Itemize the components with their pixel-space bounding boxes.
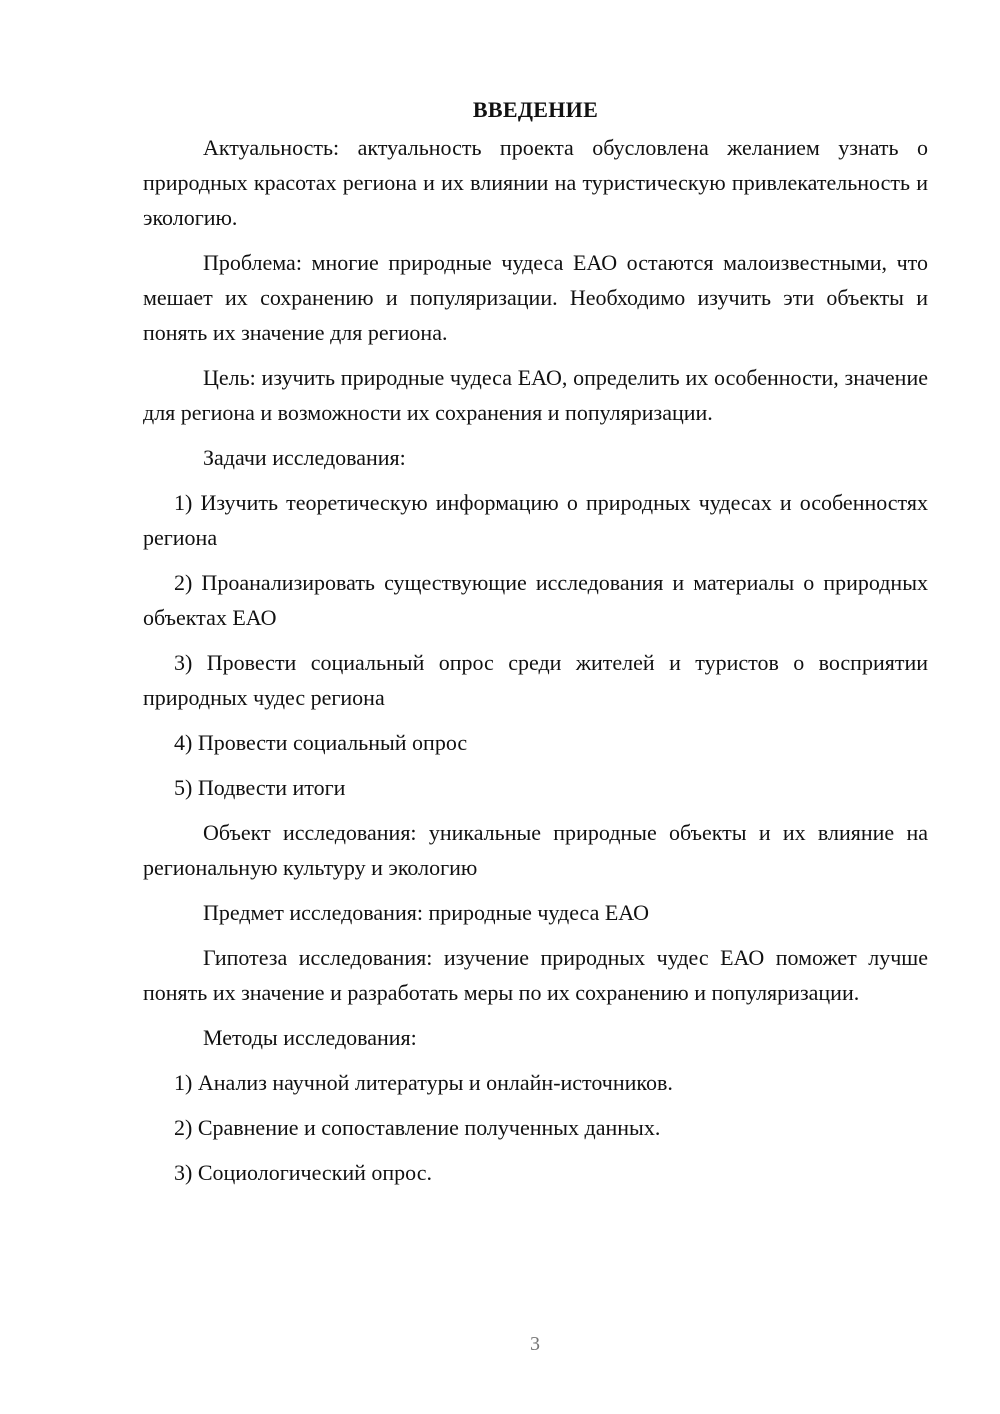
tasks-heading: Задачи исследования:	[203, 445, 406, 470]
page-title: ВВЕДЕНИЕ	[472, 97, 599, 122]
task-item-4: 4) Провести социальный опрос	[174, 730, 468, 755]
goal-paragraph: Цель: изучить природные чудеса ЕАО, определить их особенности, значение для региона и возможности их сохранения и популяризации.	[143, 365, 928, 425]
method-item-3: 3) Социологический опрос.	[174, 1160, 432, 1185]
task-item-3: 3) Провести социальный опрос среди жителей и туристов о восприятии природных чудес региона	[143, 650, 928, 710]
task-item-5: 5) Подвести итоги	[174, 775, 346, 800]
object-paragraph: Объект исследования: уникальные природные объекты и их влияние на региональную культуру и экологию	[143, 820, 928, 880]
page-number: 3	[530, 1333, 540, 1355]
subject-paragraph: Предмет исследования: природные чудеса ЕАО	[203, 900, 649, 925]
task-item-1: 1) Изучить теоретическую информацию о природных чудесах и особенностях региона	[143, 490, 928, 550]
method-item-2: 2) Сравнение и сопоставление полученных данных.	[174, 1115, 661, 1140]
methods-heading: Методы исследования:	[203, 1025, 417, 1050]
problem-paragraph: Проблема: многие природные чудеса ЕАО остаются малоизвестными, что мешает их сохранению и популяризации. Необходимо изучить эти объекты и понять их значение для региона.	[143, 250, 928, 345]
method-item-1: 1) Анализ научной литературы и онлайн-источников.	[174, 1070, 673, 1095]
document-page	[143, 92, 928, 1200]
hypothesis-paragraph: Гипотеза исследования: изучение природных чудес ЕАО поможет лучше понять их значение и разработать меры по их сохранению и популяризации.	[143, 945, 928, 1005]
relevance-paragraph: Актуальность: актуальность проекта обусловлена желанием узнать о природных красотах региона и их влиянии на туристическую привлекательность и экологию.	[143, 135, 928, 230]
task-item-2: 2) Проанализировать существующие исследования и материалы о природных объектах ЕАО	[143, 570, 928, 630]
